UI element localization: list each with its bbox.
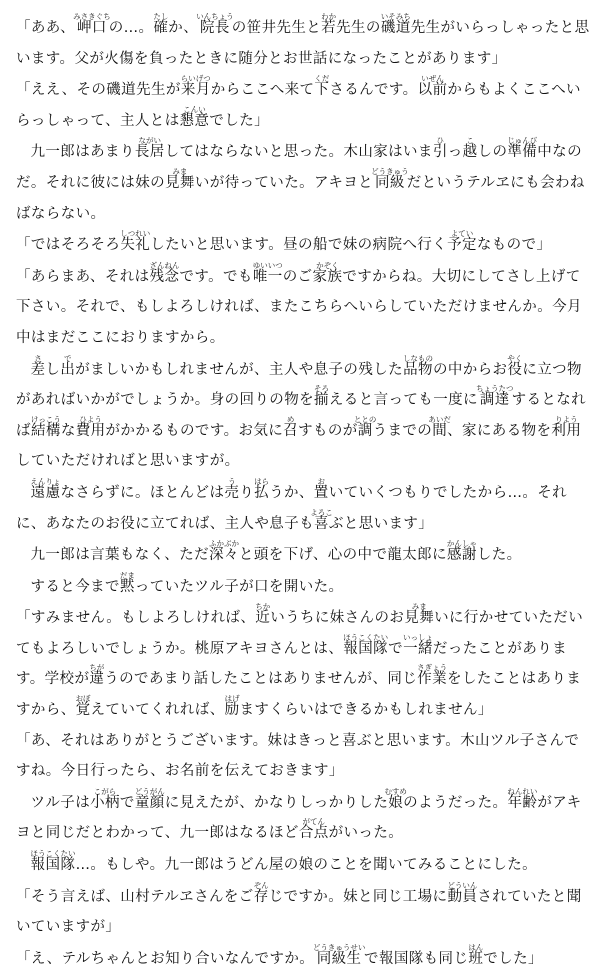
ruby-base: 準備	[507, 144, 538, 161]
ruby-base: 励	[224, 702, 240, 719]
ruby-reading: よてい	[447, 229, 477, 239]
paragraph	[16, 943, 593, 974]
text-run: うか、	[269, 484, 314, 501]
text-run: いに行かせていただいてもよろしいでしょうか。桃原アキヨさんとは、	[16, 610, 584, 657]
text-run: 「ではそろそろ	[16, 237, 121, 254]
text-run: ツル子は	[30, 794, 91, 811]
text-run: の笹井先生と	[231, 20, 322, 36]
text-run: 「ええ、その磯道先生が	[16, 82, 181, 99]
furigana-word	[312, 260, 343, 285]
ruby-base: 遠慮	[30, 484, 61, 501]
furigana-word	[384, 786, 407, 811]
paragraph	[16, 354, 593, 477]
ruby-base: 失礼	[120, 237, 151, 254]
furigana-word	[134, 136, 165, 161]
text-run: すものが	[298, 422, 358, 439]
paragraph	[16, 539, 593, 571]
text-run: っていたツル子が口を開いた。	[134, 578, 344, 595]
text-run: で	[119, 794, 135, 811]
furigana-word	[75, 694, 91, 719]
furigana-word	[60, 353, 76, 378]
furigana-word	[507, 786, 538, 811]
ruby-base: 報国隊	[30, 857, 76, 874]
ruby-reading: ちか	[255, 602, 271, 612]
text-run: で報国隊も同じ	[364, 950, 469, 967]
text-run: に見えたが、かなりしっかりした	[164, 794, 389, 811]
ruby-reading: みま	[165, 166, 195, 176]
ruby-base: 役	[507, 361, 523, 378]
paragraph	[16, 849, 593, 881]
text-run: 「すみません。もしよろしければ、	[16, 610, 256, 627]
ruby-reading: いぜん	[417, 74, 448, 84]
text-run: だというテルヱにも会わねばならない。	[16, 174, 585, 222]
text-run: 中なのだ。それに彼には妹の	[16, 144, 582, 191]
ruby-base: 間	[428, 422, 451, 439]
ruby-reading: ぞん	[253, 880, 269, 890]
furigana-word	[75, 414, 106, 439]
ruby-reading: よろこ	[310, 507, 333, 517]
furigana-word	[402, 632, 433, 657]
ruby-base: 動員	[447, 888, 478, 905]
ruby-base: 唯一	[252, 268, 283, 285]
ruby-reading: め	[283, 414, 299, 424]
text-run: してはならないと思った。木山家はいま	[164, 144, 433, 161]
text-run: です。でも	[179, 268, 253, 285]
text-run: 、家にある物を	[447, 422, 552, 439]
paragraph	[16, 12, 593, 74]
ruby-reading: ひよう	[75, 414, 106, 424]
ruby-reading: かぞく	[312, 260, 343, 270]
text-run: ますくらいはできるかもしれません」	[239, 702, 493, 719]
ruby-base: 結構	[30, 422, 61, 439]
text-run: したいと思います。昼の船で妹の病院へ行く	[150, 237, 448, 254]
ruby-base: 若	[321, 20, 337, 36]
ruby-reading: いっしょ	[402, 632, 433, 642]
ruby-base: 引	[432, 144, 448, 161]
ruby-base: 娘	[384, 794, 407, 811]
ruby-base: 合点	[298, 825, 329, 842]
ruby-base: 一緒	[402, 640, 433, 657]
text-run: さるんです。	[329, 82, 418, 99]
furigana-word	[73, 12, 111, 36]
text-run: いていくつもりでしたから…。それに、あなたのお役に立てれば、主人や息子も	[16, 484, 568, 532]
ruby-reading: しつれい	[120, 229, 151, 239]
text-run: じですか。妹と同じ工場に	[268, 888, 448, 905]
ruby-reading: はん	[468, 942, 484, 952]
ruby-base: 覚	[75, 702, 91, 719]
ruby-reading: あいだ	[428, 414, 451, 424]
ruby-base: 院長	[196, 20, 234, 36]
furigana-word	[432, 136, 448, 161]
text-run: しの	[477, 144, 508, 161]
text-run: だったことがあります。学校が	[16, 640, 568, 688]
furigana-word	[224, 694, 240, 719]
text-run: 九一郎は言葉もなく、ただ	[30, 547, 210, 564]
text-run: 先生の	[336, 20, 381, 36]
ruby-base: 作業	[417, 671, 448, 688]
furigana-word	[404, 602, 435, 627]
text-run: うのであまり話したことはありませんが、同じ	[104, 671, 418, 688]
ruby-reading: わか	[321, 12, 337, 21]
text-run: か、	[168, 20, 199, 36]
ruby-reading: はげ	[224, 694, 240, 704]
furigana-word	[462, 136, 478, 161]
furigana-word	[196, 12, 234, 36]
furigana-word	[428, 414, 451, 439]
ruby-reading: ととの	[353, 414, 377, 424]
ruby-base: 長居	[134, 144, 165, 161]
ruby-reading: どういん	[447, 880, 478, 890]
furigana-word	[149, 260, 180, 285]
paragraph	[16, 602, 593, 725]
text-run: と頭を下げ、心の中で龍太郎に	[238, 547, 447, 564]
ruby-reading: えんりょ	[30, 476, 61, 486]
ruby-reading: ちょうたつ	[475, 384, 514, 394]
paragraph	[16, 136, 593, 229]
ruby-base: 召	[283, 422, 299, 439]
text-run: からここへ来て	[210, 82, 315, 99]
ruby-base: 利用	[551, 422, 582, 439]
ruby-base: 置	[313, 484, 329, 501]
text-run: した。	[476, 547, 522, 564]
text-run: な	[60, 422, 76, 439]
furigana-word	[298, 817, 329, 842]
furigana-word	[180, 74, 211, 99]
furigana-word	[447, 229, 477, 254]
text-run: からもよくここへいらっしゃって、主人とは	[16, 82, 581, 129]
furigana-word	[179, 104, 210, 129]
text-run: で	[388, 640, 404, 657]
text-run: なさらずに。ほとんどは	[60, 484, 225, 501]
ruby-base: 下	[314, 82, 330, 99]
furigana-word	[30, 414, 61, 439]
ruby-base: 感謝	[446, 547, 477, 564]
furigana-word	[120, 229, 151, 254]
ruby-reading: ねんれい	[507, 786, 538, 796]
ruby-base: 以前	[417, 82, 448, 99]
ruby-reading: やく	[507, 353, 523, 363]
furigana-word	[255, 602, 271, 627]
text-run: 「え、テルちゃんとお知り合いなんですか。	[16, 950, 315, 967]
furigana-word	[402, 353, 433, 378]
text-run: 先生がいらっしゃったと思います。父が火傷を負ったときに随分とお世話になったことがあります」	[16, 20, 590, 67]
text-run: …。もしや。九一郎はうどん屋の娘のことを聞いてみることにした。	[75, 857, 538, 874]
ruby-base: 黙	[119, 578, 135, 595]
ruby-base: 家族	[312, 268, 343, 285]
ruby-reading: らいげつ	[180, 74, 211, 84]
ruby-reading: みま	[404, 602, 435, 612]
ruby-base: 品物	[402, 361, 433, 378]
ruby-reading: むすめ	[384, 786, 407, 796]
furigana-word	[447, 880, 478, 905]
ruby-reading: けっこう	[30, 414, 61, 424]
furigana-word	[165, 166, 195, 191]
ruby-base: 見舞	[165, 174, 195, 191]
furigana-word	[380, 12, 411, 36]
furigana-word	[208, 539, 239, 564]
furigana-word	[321, 12, 337, 36]
text-run: いうちに妹さんのお	[270, 610, 405, 627]
ruby-base: 小柄	[90, 794, 120, 811]
ruby-base: 残念	[149, 268, 180, 285]
ruby-reading: ふかぶか	[208, 539, 239, 549]
furigana-word	[468, 942, 484, 967]
furigana-word	[310, 507, 333, 532]
text-run: がかかるものです。お気に	[105, 422, 284, 439]
ruby-reading: かんしゃ	[446, 539, 477, 549]
ruby-base: 払	[254, 484, 270, 501]
furigana-word	[253, 880, 269, 905]
ruby-reading: こんい	[179, 104, 210, 114]
ruby-base: 班	[468, 950, 484, 967]
ruby-base: 越	[462, 144, 478, 161]
furigana-word	[475, 384, 514, 409]
text-run: し	[45, 361, 61, 378]
text-run: がアキヨと同じだとわかって、九一郎はなるほど	[16, 794, 582, 842]
ruby-reading: みさきぐち	[73, 12, 111, 21]
furigana-word	[119, 570, 135, 595]
furigana-word	[371, 166, 409, 191]
text-run: のご	[282, 268, 313, 285]
text-run: の中からお	[432, 361, 508, 378]
ruby-reading: お	[313, 476, 329, 486]
text-run: 九一郎はあまり	[30, 144, 135, 161]
ruby-base: 来月	[180, 82, 211, 99]
ruby-reading: くだ	[314, 74, 330, 84]
text-run: っ	[447, 144, 463, 161]
ruby-base: 出	[60, 361, 76, 378]
furigana-word	[417, 663, 448, 688]
ruby-reading: どうきゅうせい	[312, 942, 366, 952]
ruby-base: 懇意	[179, 112, 210, 129]
ruby-reading: だま	[119, 570, 135, 580]
ruby-reading: しなもの	[402, 353, 433, 363]
ruby-reading: さ	[30, 353, 46, 363]
text-run: すると今まで	[30, 578, 120, 595]
ruby-reading: おぼ	[75, 694, 91, 704]
ruby-base: 揃	[313, 392, 329, 409]
ruby-reading: りよう	[551, 414, 582, 424]
text-run: なもので」	[476, 237, 552, 254]
furigana-word	[313, 476, 329, 501]
furigana-word	[314, 74, 330, 99]
ruby-base: 喜	[310, 515, 333, 532]
furigana-word	[90, 786, 120, 811]
paragraph	[16, 787, 593, 849]
text-run: ですからね。大切にしてさし上げて下さい。それで、もしよろしければ、またこちらへいらしていただけませんか。今月中はまだここにおりますから。	[16, 268, 582, 346]
ruby-reading: そろ	[313, 384, 329, 394]
ruby-base: 童顔	[134, 794, 165, 811]
furigana-word	[153, 12, 169, 36]
ruby-base: 違	[89, 671, 105, 688]
ruby-reading: どうがん	[134, 786, 165, 796]
ruby-base: 同級	[371, 174, 409, 191]
paragraph	[16, 881, 593, 943]
furigana-word	[283, 414, 299, 439]
text-run: 「そう言えば、山村テルヱさんをご	[16, 888, 254, 905]
ruby-base: 確	[153, 20, 169, 36]
text-run: えていてくれれば、	[90, 702, 225, 719]
ruby-reading: いんちょう	[196, 12, 234, 21]
ruby-reading: いそみち	[380, 12, 411, 21]
paragraph	[16, 477, 593, 539]
furigana-word	[417, 74, 448, 99]
paragraph	[16, 726, 593, 787]
text-run: がいった。	[328, 825, 404, 842]
text-run: 「あらまあ、それは	[16, 268, 150, 285]
text-run: えると言っても一度に	[328, 392, 478, 409]
paragraph	[16, 261, 593, 354]
text-run: のようだった。	[403, 794, 508, 811]
furigana-word	[30, 476, 61, 501]
text-run: がましいかもしれませんが、主人や息子の残した	[75, 361, 404, 378]
text-run: の…。	[108, 20, 154, 36]
furigana-word	[30, 353, 46, 378]
ruby-base: 費用	[75, 422, 106, 439]
text-run: でした」	[209, 112, 270, 129]
text-run: いが待っていた。アキヨと	[194, 174, 374, 191]
text-run: うまでの	[372, 422, 433, 439]
ruby-base: 深々	[208, 547, 239, 564]
ruby-base: 見舞	[404, 610, 435, 627]
text-run: 「ああ、	[16, 20, 76, 36]
ruby-base: 近	[255, 610, 271, 627]
ruby-reading: ちが	[89, 663, 105, 673]
ruby-reading: で	[60, 353, 76, 363]
furigana-word	[353, 414, 377, 439]
ruby-base: 調達	[475, 392, 514, 409]
furigana-word	[446, 539, 477, 564]
furigana-word	[312, 942, 366, 967]
furigana-word	[254, 476, 270, 501]
text-run: されていたと聞いていますが」	[16, 888, 582, 936]
ruby-reading: ひ	[432, 136, 448, 146]
furigana-word	[134, 786, 165, 811]
ruby-reading: ながい	[134, 136, 165, 146]
ruby-reading: ざんねん	[149, 260, 180, 270]
text-run: に立つ物があればいかがでしょうか。身の回りの物を	[16, 361, 582, 409]
ruby-reading: こ	[462, 136, 478, 146]
ruby-base: 売	[224, 484, 240, 501]
paragraph	[16, 74, 593, 136]
ruby-base: 年齢	[507, 794, 538, 811]
text-run: をしたことはありますから、	[16, 671, 582, 719]
furigana-word	[252, 260, 283, 285]
ruby-reading: さぎょう	[417, 663, 448, 673]
furigana-word	[551, 414, 582, 439]
ruby-base: 報国隊	[343, 640, 389, 657]
furigana-word	[343, 632, 389, 657]
furigana-word	[224, 476, 240, 501]
ruby-base: 岬口	[73, 20, 111, 36]
ruby-reading: たし	[153, 12, 169, 21]
paragraph	[16, 229, 593, 261]
ruby-reading: はら	[254, 476, 270, 486]
text-run: していただければと思いますが。	[16, 453, 240, 470]
furigana-word	[507, 353, 523, 378]
ruby-base: 同級生	[312, 950, 366, 967]
furigana-word	[30, 849, 76, 874]
ruby-base: 差	[30, 361, 46, 378]
ruby-reading: ほうこくたい	[30, 849, 76, 859]
ruby-reading: どうきゅう	[371, 166, 409, 176]
paragraph	[16, 571, 593, 603]
furigana-word	[313, 384, 329, 409]
furigana-word	[89, 663, 105, 688]
ruby-reading: う	[224, 476, 240, 486]
ruby-reading: ほうこくたい	[343, 632, 389, 642]
text-run: ぶと思います」	[328, 515, 434, 532]
ruby-base: 調	[353, 422, 377, 439]
ruby-reading: ゆいいつ	[252, 260, 283, 270]
ruby-base: 磯道	[380, 20, 411, 36]
ruby-reading: がてん	[298, 817, 329, 827]
text-run: でした」	[483, 950, 543, 967]
ruby-reading: じゅんび	[507, 136, 538, 146]
ruby-reading: こがら	[90, 786, 120, 796]
text-run: するとなれば	[16, 392, 587, 439]
ruby-base: 存	[253, 888, 269, 905]
text-run: 「あ、それはありがとうございます。妹はきっと喜ぶと思います。木山ツル子さんですね。今日行ったら、お名前を伝えておきます」	[16, 732, 580, 780]
text-run: り	[239, 484, 255, 501]
ruby-base: 予定	[447, 237, 477, 254]
furigana-word	[507, 136, 538, 161]
